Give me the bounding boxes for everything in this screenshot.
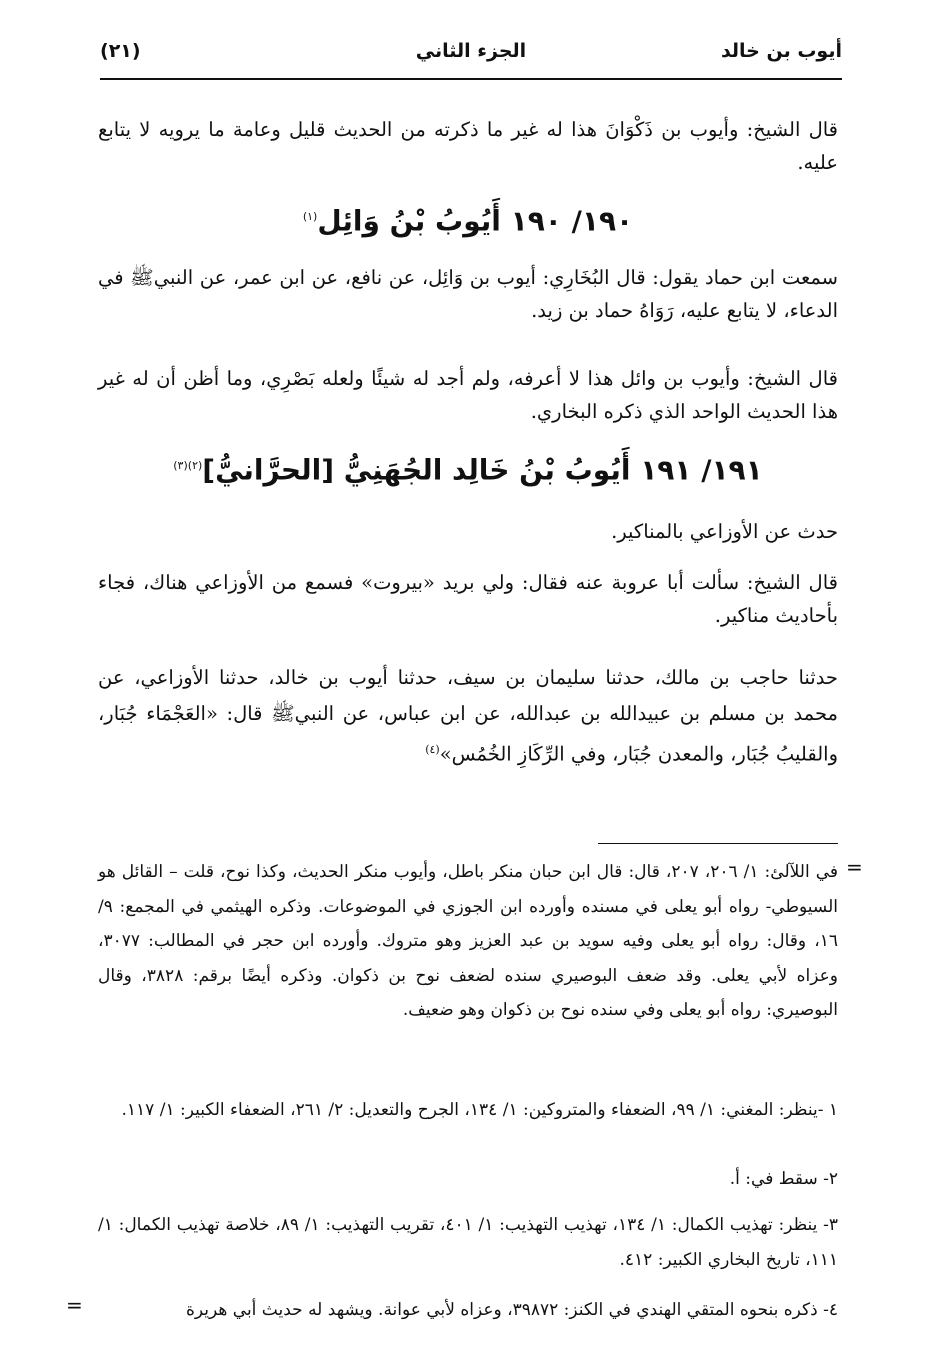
hadith-text: حدثنا حاجب بن مالك، حدثنا سليمان بن سيف، حدثنا أيوب بن خالد، حدثنا الأوزاعي، عن محمد بن مسلم بن عبيدالله بن عبدالله، عن ابن عباس، عن النبيﷺ قال: «العَجْمَاء جُبَار، والقليبُ جُبَار، والمعدن جُبَار، وفي الرِّكَازِ الخُمُس» [98,666,838,766]
footnote-rule [598,843,838,844]
running-head: أيوب بن خالد [720,40,842,62]
paragraph-hadith-isnad [98,660,838,773]
entry-191-heading [98,444,838,492]
entry-190-title: ١٩٠/ ١٩٠ أَيُوبُ بْنُ وَائِل [317,204,634,238]
end-continuation-mark: = [66,1293,83,1317]
entry-191-ref: (٢)(٣) [173,459,203,472]
entry-190-heading [98,195,838,243]
entry-191-title: ١٩١/ ١٩١ أَيُوبُ بْنُ خَالِد الجُهَنِيُّ [الحرَّانيُّ] [202,453,763,487]
footnote-3: ٣- ينظر: تهذيب الكمال: ١/ ١٣٤، تهذيب التهذيب: ١/ ٤٠١، تقريب التهذيب: ١/ ٨٩، خلاصة تهذيب الكمال: ١/ ١١١، تاريخ البخاري الكبير: ٤١٢. [98,1215,839,1270]
page-number: (٢١) [100,40,141,62]
continuation-mark: = [846,855,863,879]
footnote-1: ١ -ينظر: المغني: ١/ ٩٩، الضعفاء والمتروكين: ١/ ١٣٤، الجرح والتعديل: ٢/ ٢٦١، الضعفاء الكبير: ١/ ١١٧. [121,1100,838,1120]
footnote-2: ٢- سقط في: أ. [729,1169,838,1189]
header-rule [100,78,842,80]
paragraph-sheikh-comment-2: قال الشيخ: وأيوب بن وائل هذا لا أعرفه، ولم أجد له شيئًا ولعله بَصْرِي، وما أظن أن له غير هذا الحديث الواحد الذي ذكره البخاري. [98,367,838,423]
entry-190-ref: (١) [302,210,318,223]
hadith-ref: (٤) [425,743,440,756]
paragraph-bukhari-quote: سمعت ابن حماد يقول: قال البُخَارِي: أيوب بن وَائِل، عن نافع، عن ابن عمر، عن النبيﷺ في الدعاء، لا يتابع عليه، رَوَاهُ حماد بن زيد. [98,266,838,322]
paragraph-sheikh-comment-3: قال الشيخ: سألت أبا عروبة عنه فقال: ولي بريد «بيروت» فسمع من الأوزاعي هناك، فجاء بأحاديث مناكير. [98,571,838,627]
volume-title: الجزء الثاني [415,40,527,62]
paragraph-narration-note: حدث عن الأوزاعي بالمناكير. [611,520,838,543]
footnote-continuation: في اللآلئ: ١/ ٢٠٦، ٢٠٧، قال: قال ابن حبان منكر باطل، وأيوب منكر الحديث، وكذا نوح، قلت – القائل هو السيوطي- رواه أبو يعلى في مسنده وأورده ابن الجوزي في الموضوعات. وذكره الهيثمي في المجمع: ٩/ ١٦، وقال: رواه أبو يعلى وفيه سويد بن عبد العزيز وهو متروك. وأورده ابن حجر في المطالب: ٣٠٧٧، وعزاه لأبي يعلى. وقد ضعف البوصيري سنده لضعف نوح بن ذكوان. وذكره أيضًا برقم: ٣٨٢٨، وقال البوصيري: رواه أبو يعلى وفي سنده نوح بن ذكوان وهو ضعيف. [98,862,838,1020]
footnote-4: ٤- ذكره بنحوه المتقي الهندي في الكنز: ٣٩٨٧٢، وعزاه لأبي عوانة. ويشهد له حديث أبي هريرة [186,1300,838,1320]
page-header [100,38,842,72]
paragraph-sheikh-comment-1: قال الشيخ: وأيوب بن ذَكْوَانَ هذا له غير ما ذكرته من الحديث قليل وعامة ما يرويه لا يتابع عليه. [98,118,838,174]
